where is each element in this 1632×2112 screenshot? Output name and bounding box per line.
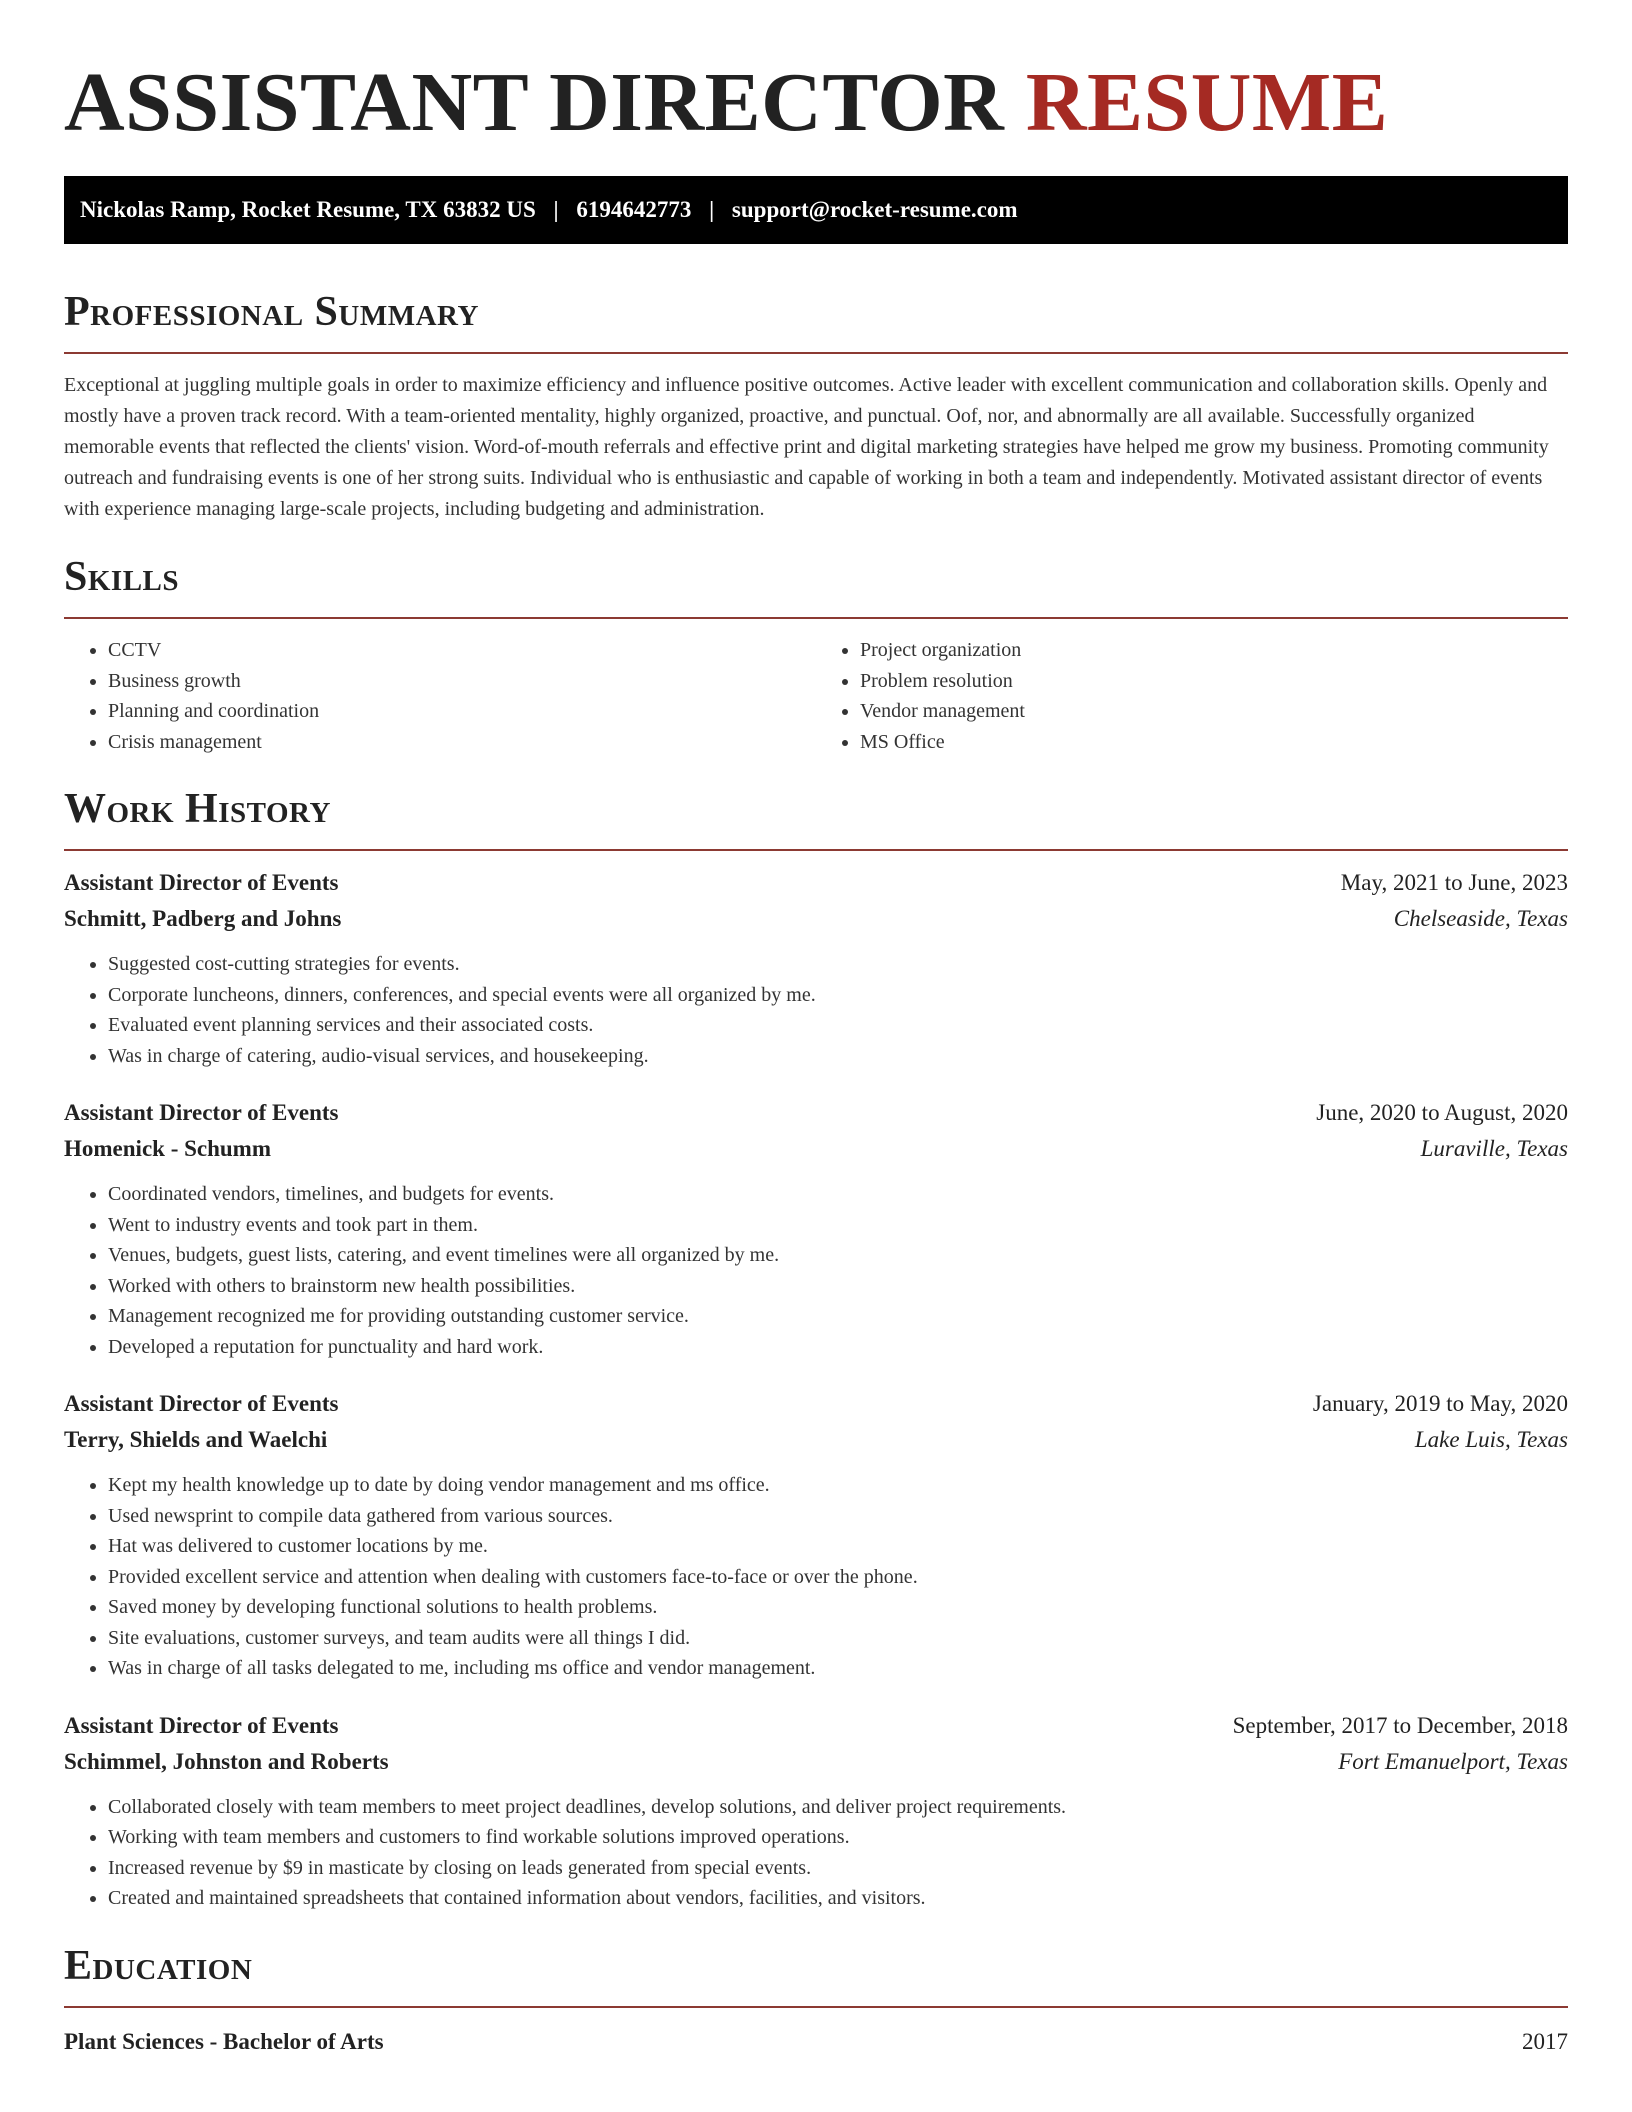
- job-title: Assistant Director of Events: [64, 1712, 339, 1738]
- skill-item: • CCTV: [108, 635, 816, 666]
- job-bullet: • Created and maintained spreadsheets that contained information about vendors, facilities, and visitors.: [108, 1883, 1568, 1914]
- skill-item: • Business growth: [108, 666, 816, 697]
- title-accent: RESUME: [1025, 56, 1389, 149]
- job-bullets: [64, 1470, 1568, 1684]
- title-main: ASSISTANT DIRECTOR: [64, 56, 1026, 149]
- skills-list-left: [64, 635, 816, 757]
- education-degree: Plant Sciences - Bachelor of Arts: [64, 2028, 384, 2054]
- skill-item: • MS Office: [860, 727, 1568, 758]
- skills-list-right: [816, 635, 1568, 757]
- job-bullet: • Went to industry events and took part in them.: [108, 1210, 1568, 1241]
- education-heading: Education: [64, 1942, 253, 1989]
- job-bullet: • Management recognized me for providing outstanding customer service.: [108, 1301, 1568, 1332]
- skills-heading: Skills: [64, 554, 180, 600]
- skill-item: • Problem resolution: [860, 666, 1568, 697]
- education-year: 2017: [1522, 2028, 1568, 2054]
- job-header-row: [64, 865, 1568, 901]
- job-bullet: • Collaborated closely with team members to meet project deadlines, develop solutions, and deliver project requirements.: [108, 1792, 1568, 1823]
- job-title: Assistant Director of Events: [64, 1391, 339, 1416]
- contact-email: support@rocket-resume.com: [731, 197, 1018, 222]
- skills-columns: [64, 635, 1568, 757]
- job-bullet: • Coordinated vendors, timelines, and budgets for events.: [108, 1179, 1568, 1210]
- education-section: [64, 1940, 1568, 2060]
- job-bullet: • Corporate luncheons, dinners, conferences, and special events were all organized by me.: [108, 980, 1568, 1011]
- section-divider: [64, 352, 1568, 354]
- job-bullet: • Developed a reputation for punctuality and hard work.: [108, 1332, 1568, 1363]
- job-location: Chelseaside, Texas: [1393, 906, 1568, 931]
- skills-section: [64, 551, 1568, 757]
- contact-address: Nickolas Ramp, Rocket Resume, TX 63832 US: [80, 197, 536, 222]
- job-company: Homenick - Schumm: [64, 1136, 271, 1161]
- job-location: Lake Luis, Texas: [1414, 1427, 1568, 1452]
- skill-item: • Vendor management: [860, 696, 1568, 727]
- job-company-row: [64, 1744, 1568, 1780]
- job-entry: [64, 865, 1568, 1071]
- job-bullet: • Site evaluations, customer surveys, and team audits were all things I did.: [108, 1623, 1568, 1654]
- job-bullets: [64, 1792, 1568, 1914]
- job-bullets: [64, 1179, 1568, 1362]
- job-bullet: • Worked with others to brainstorm new health possibilities.: [108, 1271, 1568, 1302]
- job-title: Assistant Director of Events: [64, 1100, 339, 1125]
- contact-separator: |: [553, 197, 559, 222]
- job-entry: [64, 1095, 1568, 1362]
- summary-section: [64, 286, 1568, 525]
- job-bullet: • Working with team members and customers to find workable solutions improved operations.: [108, 1822, 1568, 1853]
- job-location: Fort Emanuelport, Texas: [1338, 1748, 1568, 1774]
- job-location: Luraville, Texas: [1420, 1136, 1568, 1161]
- job-dates: September, 2017 to December, 2018: [1232, 1712, 1568, 1738]
- section-divider: [64, 617, 1568, 619]
- job-dates: May, 2021 to June, 2023: [1340, 870, 1568, 895]
- job-entry: [64, 1708, 1568, 1914]
- job-header-row: [64, 1708, 1568, 1744]
- job-dates: June, 2020 to August, 2020: [1316, 1100, 1568, 1125]
- summary-heading: Professional Summary: [64, 289, 479, 335]
- job-bullet: • Suggested cost-cutting strategies for events.: [108, 949, 1568, 980]
- summary-text: Exceptional at juggling multiple goals in order to maximize efficiency and influence positive outcomes. Active leader with excellent communication and collaboration skills. Openly and mostly have a proven track record. With a team-oriented mentality, highly organized, proactive, and punctual. Oof, nor, and abnormally are all available. Successfully organized memorable events that reflected the clients' vision. Word-of-mouth referrals and effective print and digital marketing strategies have helped me grow my business. Promoting community outreach and fundraising events is one of her strong suits. Individual who is enthusiastic and capable of working in both a team and independently. Motivated assistant director of events with experience managing large-scale projects, including budgeting and administration.: [64, 374, 1549, 520]
- skill-item: • Project organization: [860, 635, 1568, 666]
- job-bullet: • Evaluated event planning services and their associated costs.: [108, 1010, 1568, 1041]
- job-bullet: • Used newsprint to compile data gathered from various sources.: [108, 1501, 1568, 1532]
- job-bullet: • Was in charge of all tasks delegated to me, including ms office and vendor management.: [108, 1653, 1568, 1684]
- skill-item: • Crisis management: [108, 727, 816, 758]
- job-entry: [64, 1386, 1568, 1684]
- contact-bar: [64, 176, 1568, 244]
- job-bullet: • Was in charge of catering, audio-visual services, and housekeeping.: [108, 1041, 1568, 1072]
- job-company-row: [64, 1131, 1568, 1167]
- section-divider: [64, 2006, 1568, 2008]
- resume-title: [64, 0, 1568, 148]
- job-header-row: [64, 1095, 1568, 1131]
- job-title: Assistant Director of Events: [64, 870, 339, 895]
- job-bullet: • Kept my health knowledge up to date by doing vendor management and ms office.: [108, 1470, 1568, 1501]
- job-company: Terry, Shields and Waelchi: [64, 1427, 328, 1452]
- job-company-row: [64, 1422, 1568, 1458]
- work-history-section: [64, 783, 1568, 1914]
- job-company: Schmitt, Padberg and Johns: [64, 906, 342, 931]
- job-dates: January, 2019 to May, 2020: [1312, 1391, 1568, 1416]
- contact-phone: 6194642773: [576, 197, 692, 222]
- skill-item: • Planning and coordination: [108, 696, 816, 727]
- job-company-row: [64, 901, 1568, 937]
- job-bullet: • Venues, budgets, guest lists, catering, and event timelines were all organized by me.: [108, 1240, 1568, 1271]
- job-bullet: • Increased revenue by $9 in masticate by closing on leads generated from special events.: [108, 1853, 1568, 1884]
- contact-separator: |: [709, 197, 715, 222]
- job-bullet: • Hat was delivered to customer locations by me.: [108, 1531, 1568, 1562]
- job-bullets: [64, 949, 1568, 1071]
- job-bullet: • Saved money by developing functional solutions to health problems.: [108, 1592, 1568, 1623]
- education-entry: [64, 2024, 1568, 2060]
- section-divider: [64, 849, 1568, 851]
- job-header-row: [64, 1386, 1568, 1422]
- work-history-heading: Work History: [64, 786, 331, 832]
- job-bullet: • Provided excellent service and attention when dealing with customers face-to-face or over the phone.: [108, 1562, 1568, 1593]
- job-company: Schimmel, Johnston and Roberts: [64, 1748, 389, 1774]
